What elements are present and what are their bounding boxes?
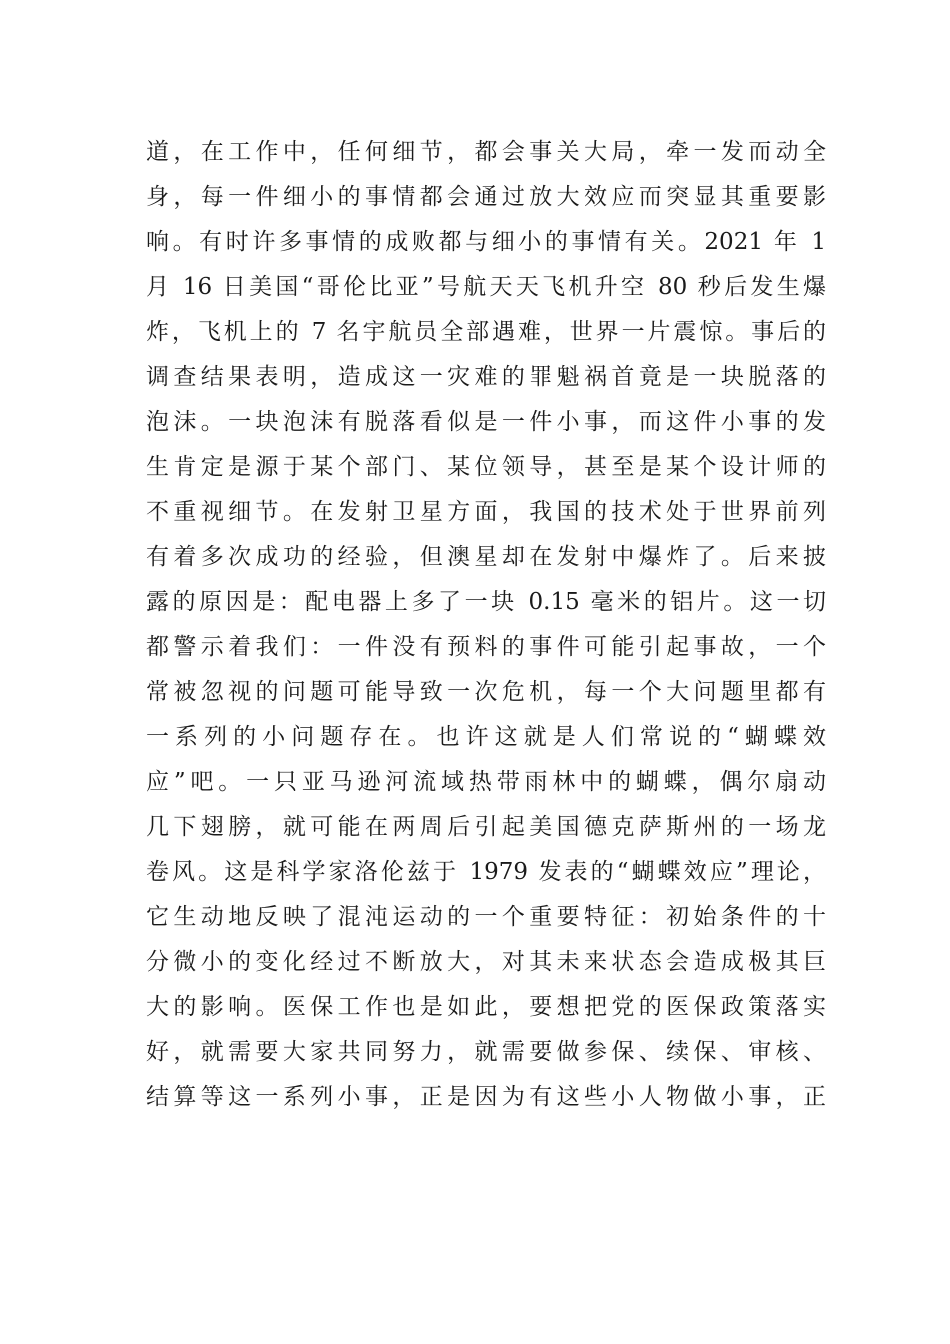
text-line: 好，就需要大家共同努力，就需要做参保、续保、审核、 <box>146 1039 826 1065</box>
text-line: 露的原因是：配电器上多了一块 0.15 毫米的铝片。这一切 <box>146 589 826 615</box>
text-line: 常被忽视的问题可能导致一次危机，每一个大问题里都有 <box>146 679 826 705</box>
text-line: 几下翅膀，就可能在两周后引起美国德克萨斯州的一场龙 <box>146 814 826 840</box>
text-line: 生肯定是源于某个部门、某位领导，甚至是某个设计师的 <box>146 454 826 480</box>
text-line: 月 16 日美国“哥伦比亚”号航天天飞机升空 80 秒后发生爆 <box>146 274 826 300</box>
text-line: 炸，飞机上的 7 名宇航员全部遇难，世界一片震惊。事后的 <box>146 319 826 345</box>
text-line: 卷风。这是科学家洛伦兹于 1979 发表的“蝴蝶效应”理论， <box>146 859 826 885</box>
text-line: 响。有时许多事情的成败都与细小的事情有关。2021 年 1 <box>146 229 826 255</box>
text-line: 都警示着我们：一件没有预料的事件可能引起事故，一个 <box>146 634 826 660</box>
text-line: 分微小的变化经过不断放大，对其未来状态会造成极其巨 <box>146 949 826 975</box>
text-line: 它生动地反映了混沌运动的一个重要特征：初始条件的十 <box>146 904 826 930</box>
text-line: 身，每一件细小的事情都会通过放大效应而突显其重要影 <box>146 184 826 210</box>
text-line: 结算等这一系列小事，正是因为有这些小人物做小事，正 <box>146 1084 826 1110</box>
text-line: 有着多次成功的经验，但澳星却在发射中爆炸了。后来披 <box>146 544 826 570</box>
text-line: 一系列的小问题存在。也许这就是人们常说的“蝴蝶效 <box>146 724 826 750</box>
text-line: 不重视细节。在发射卫星方面，我国的技术处于世界前列 <box>146 499 826 525</box>
text-line: 泡沫。一块泡沫有脱落看似是一件小事，而这件小事的发 <box>146 409 826 435</box>
text-line: 大的影响。医保工作也是如此，要想把党的医保政策落实 <box>146 994 826 1020</box>
body-text <box>146 130 826 1120</box>
text-line: 应”吧。一只亚马逊河流域热带雨林中的蝴蝶，偶尔扇动 <box>146 769 826 795</box>
text-line: 调查结果表明，造成这一灾难的罪魁祸首竟是一块脱落的 <box>146 364 826 390</box>
text-line: 道，在工作中，任何细节，都会事关大局，牵一发而动全 <box>146 139 826 165</box>
